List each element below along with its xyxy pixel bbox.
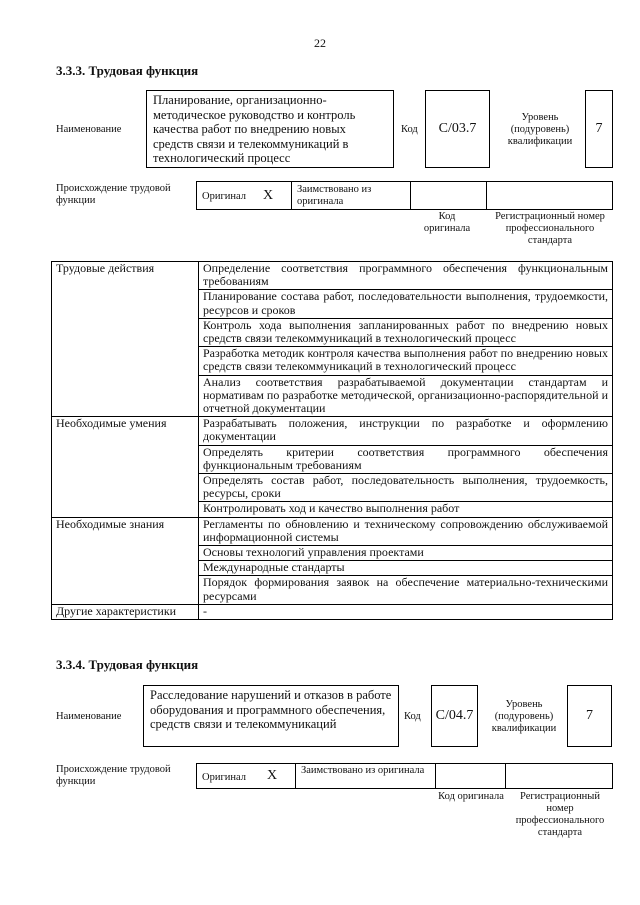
code-value: C/03.7 [425,90,490,168]
origin-box [196,763,613,789]
origin-label: Происхождение трудовой функции [56,183,171,206]
knowledge-item: Международные стандарты [199,561,613,576]
divider [486,182,487,209]
function-name-box: Планирование, организационно-методическое руководство и контроль качества работ по внедрению новых средств связи и телекоммуникаций в технологический процесс [146,90,394,168]
knowledge-item: Регламенты по обновлению и техническому сопровождению обслуживаемой информационной системы [199,517,613,545]
level-label: Уровень (подуровень) квалификации [491,699,557,734]
code-label: Код [404,711,421,722]
level-value: 7 [585,90,613,168]
borrowed-label: Заимствовано из оригинала [301,765,425,776]
origin-label: Происхождение трудовой функции [56,764,171,787]
divider [291,182,292,209]
original-mark: X [263,188,274,203]
level-value: 7 [567,685,612,747]
divider [295,764,296,788]
knowledge-item: Основы технологий управления проектами [199,546,613,561]
section-heading-3-3-3: 3.3.3. Трудовая функция [56,63,199,78]
name-label: Наименование [56,711,122,722]
labor-action-item: Анализ соответствия разрабатываемой документации стандартам и нормативам по разработке методической, организационно-распорядительной и отчетной документации [199,375,613,417]
skill-item: Контролировать ход и качество выполнения работ [199,502,613,517]
other-value: - [199,604,613,619]
function-name-box: Расследование нарушений и отказов в работе оборудования и программного обеспечения, средств связи и телекоммуникаций [143,685,399,747]
labor-action-item: Определение соответствия программного обеспечения функциональным требованиям [199,262,613,290]
code-label: Код [401,124,418,135]
reg-number-label: Регистрационный номер профессионального стандарта [515,791,605,838]
divider [410,182,411,209]
borrowed-label: Заимствовано из оригинала [297,184,372,207]
code-original-label: Код оригинала [423,211,471,234]
original-mark: X [267,768,278,783]
labor-function-table [51,261,613,620]
name-label: Наименование [56,124,122,135]
divider [435,764,436,788]
labor-actions-label: Трудовые действия [52,262,199,417]
origin-box [196,181,613,210]
skill-item: Определять критерии соответствия программного обеспечения функциональным требованиям [199,445,613,473]
skills-label: Необходимые умения [52,417,199,517]
knowledge-label: Необходимые знания [52,517,199,604]
divider [505,764,506,788]
code-value: C/04.7 [431,685,478,747]
knowledge-item: Порядок формирования заявок на обеспечение материально-техническими ресурсами [199,576,613,604]
section-heading-3-3-4: 3.3.4. Трудовая функция [56,657,199,672]
code-original-label: Код оригинала [438,791,504,802]
labor-action-item: Контроль хода выполнения запланированных работ по внедрению новых средств связи телекоммуникаций в технологический процесс [199,318,613,346]
reg-number-label: Регистрационный номер профессионального стандарта [495,211,605,246]
skill-item: Определять состав работ, последовательность выполнения, трудоемкость, ресурсы, сроки [199,474,613,502]
labor-action-item: Разработка методик контроля качества выполнения работ по внедрению новых средств связи телекоммуникаций в технологический процесс [199,347,613,375]
original-label: Оригинал [202,191,246,202]
original-label: Оригинал [202,772,246,783]
labor-action-item: Планирование состава работ, последовательности выполнения, трудоемкости, ресурсов и сроков [199,290,613,318]
other-label: Другие характеристики [52,604,199,619]
page-number: 22 [314,36,326,50]
skill-item: Разрабатывать положения, инструкции по разработке и оформлению документации [199,417,613,445]
level-label: Уровень (подуровень) квалификации [507,112,573,147]
